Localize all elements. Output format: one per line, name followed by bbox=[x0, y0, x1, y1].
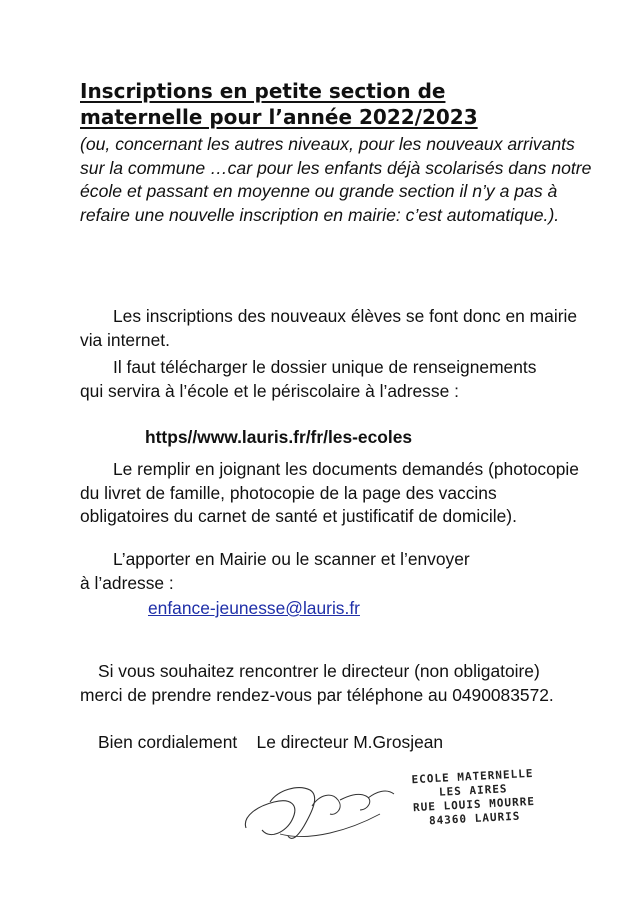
stamp-line-3: RUE LOUIS MOURRE bbox=[412, 794, 536, 815]
stamp-line-2: LES AIRES bbox=[438, 782, 508, 799]
paragraph-inscriptions: Les inscriptions des nouveaux élèves se font donc en mairie via internet. bbox=[80, 306, 578, 350]
closing-line: Bien cordialement Le directeur M.Grosjean bbox=[98, 732, 444, 752]
title-line-1: Inscriptions en petite section de bbox=[80, 79, 446, 103]
paragraph-bring: L’apporter en Mairie ou le scanner et l’envoyer à l’adresse : bbox=[80, 549, 470, 593]
stamp-line-1: ECOLE MATERNELLE bbox=[411, 766, 534, 787]
paragraph-download: Il faut télécharger le dossier unique de renseignements qui servira à l’école et le périscolaire à l’adresse : bbox=[80, 357, 537, 401]
school-stamp bbox=[402, 766, 545, 843]
school-website-link[interactable]: https//www.lauris.fr/fr/les-ecoles bbox=[145, 427, 413, 447]
contact-email-link[interactable]: enfance-jeunesse@lauris.fr bbox=[148, 598, 360, 618]
paragraph-appointment: Si vous souhaitez rencontrer le directeur (non obligatoire) merci de prendre rendez-vous par téléphone au 0490083572. bbox=[80, 661, 554, 705]
handwritten-signature bbox=[240, 770, 400, 850]
document-title bbox=[80, 78, 580, 130]
stamp-line-4: 84360 LAURIS bbox=[428, 809, 521, 828]
title-line-2: maternelle pour l’année 2022/2023 bbox=[80, 105, 478, 129]
paragraph-documents: Le remplir en joignant les documents demandés (photocopie du livret de famille, photocopie de la page des vaccins obligatoires du carnet de santé et justificatif de domicile). bbox=[80, 459, 579, 526]
intro-note: (ou, concernant les autres niveaux, pour les nouveaux arrivants sur la commune …car pour les enfants déjà scolarisés dans notre école et passant en moyenne ou grande section il n’y a pas à refaire une nouvelle inscription en mairie: c’est automatique.). bbox=[80, 134, 592, 225]
